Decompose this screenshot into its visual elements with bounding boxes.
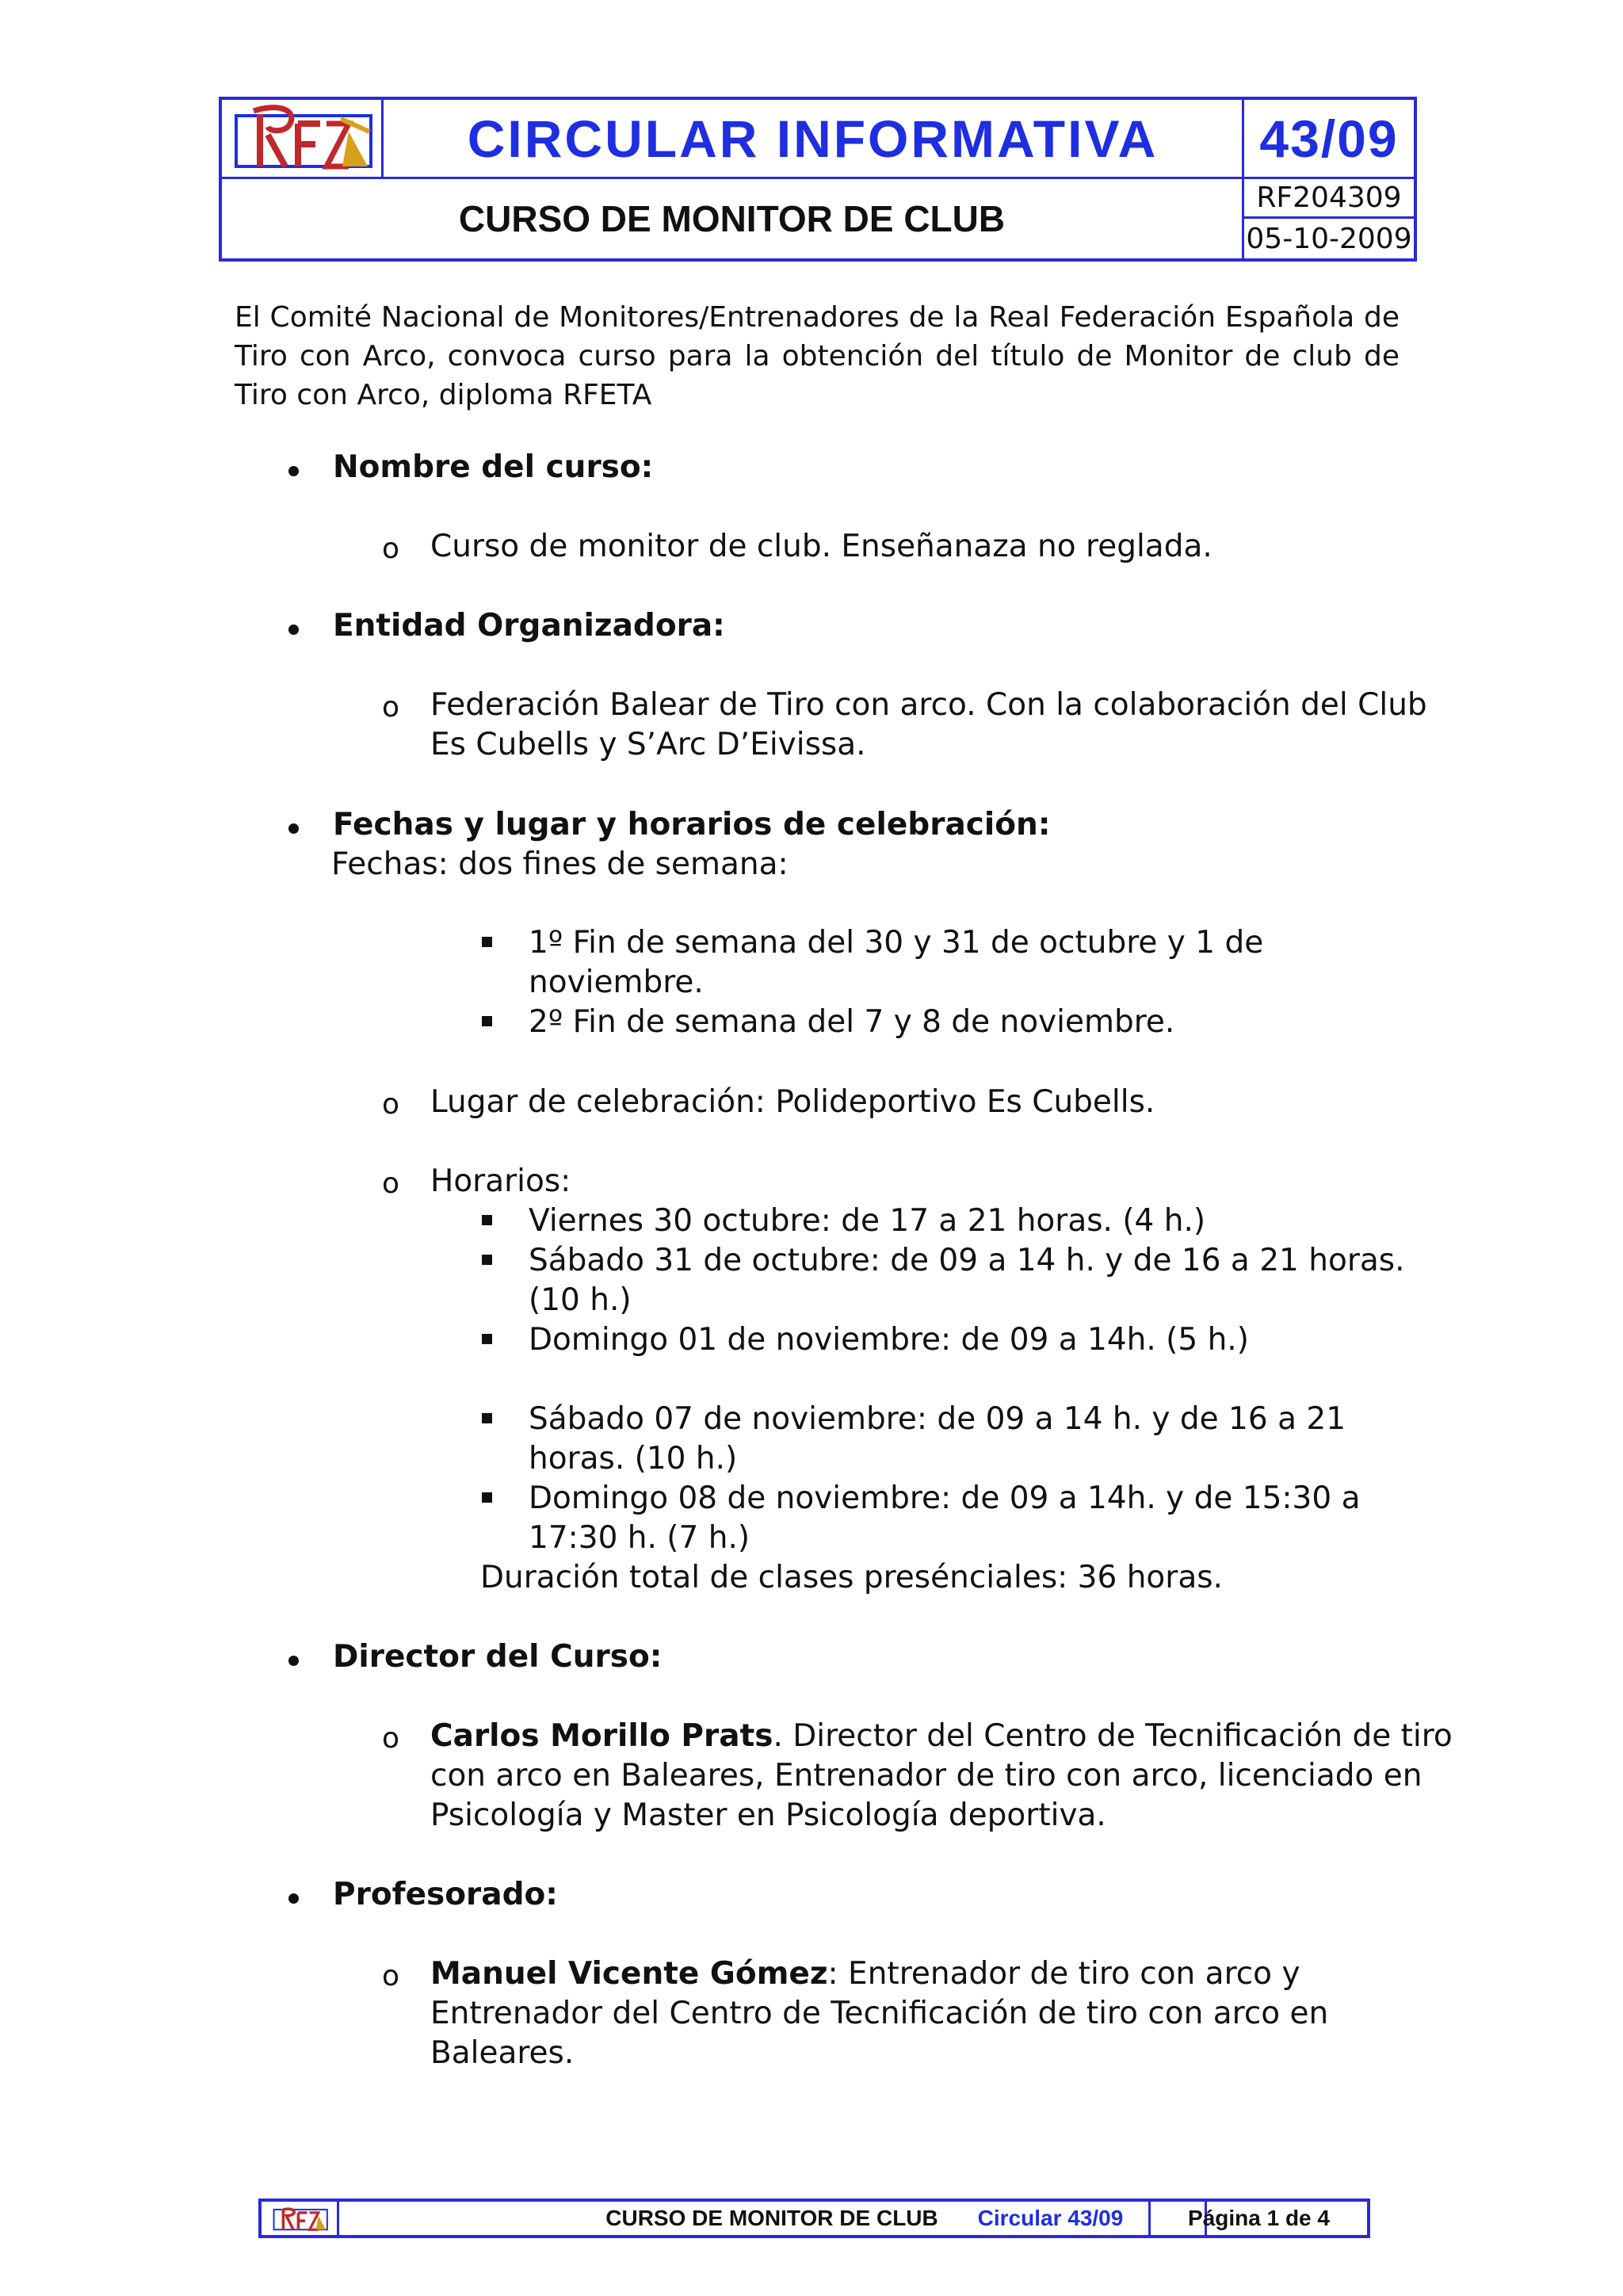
document-date: 05-10-2009	[1246, 222, 1412, 255]
duracion-total: Duración total de clases presénciales: 36 horas.	[480, 1560, 1223, 1595]
horario-5-line2: 17:30 h. (7 h.)	[529, 1520, 750, 1556]
footer-logo-cell	[262, 2202, 339, 2235]
footer-page-cell	[1151, 2202, 1367, 2235]
square-bullet-icon	[482, 1334, 492, 1344]
circle-bullet-icon: o	[382, 533, 400, 565]
horario-4-line1: Sábado 07 de noviembre: de 09 a 14 h. y de 16 a 21	[529, 1401, 1346, 1437]
horario-4-line2: horas. (10 h.)	[529, 1441, 738, 1477]
circle-bullet-icon: o	[382, 1167, 400, 1200]
horario-3: Domingo 01 de noviembre: de 09 a 14h. (5 h.)	[529, 1322, 1249, 1358]
bullet-dot	[288, 625, 299, 635]
section-heading-fechas: Fechas y lugar y horarios de celebración:	[333, 807, 1051, 842]
page-title: CIRCULAR INFORMATIVA	[467, 109, 1159, 168]
course-subtitle: CURSO DE MONITOR DE CLUB	[458, 198, 1006, 239]
rfeta-logo-small	[264, 2203, 335, 2233]
fechas-sub: Fechas: dos fines de semana:	[331, 846, 789, 882]
bullet-dot	[288, 1656, 299, 1666]
circle-bullet-icon: o	[382, 1722, 400, 1755]
director-line2: con arco en Baleares, Entrenador de tiro con arco, licenciado en	[430, 1758, 1423, 1794]
horario-2-line1: Sábado 31 de octubre: de 09 a 14 h. y de 16 a 21 horas.	[529, 1243, 1405, 1278]
horario-5-line1: Domingo 08 de noviembre: de 09 a 14h. y de 15:30 a	[529, 1480, 1361, 1516]
entidad-item-line1: Federación Balear de Tiro con arco. Con la colaboración del Club	[430, 687, 1427, 723]
fecha-1-line2: noviembre.	[529, 965, 704, 1000]
profesor-line2: Entrenador del Centro de Tecnificación de tiro con arco en	[430, 1996, 1329, 2031]
director-name: Carlos Morillo Prats	[430, 1718, 773, 1754]
square-bullet-icon	[482, 1215, 492, 1225]
profesor-name: Manuel Vicente Gómez	[430, 1956, 828, 1992]
circle-bullet-icon: o	[382, 1088, 400, 1121]
square-bullet-icon	[482, 1016, 492, 1026]
page-number: Página 1 de 4	[1188, 2206, 1330, 2230]
fecha-2: 2º Fin de semana del 7 y 8 de noviembre.	[529, 1004, 1175, 1040]
section-heading-nombre: Nombre del curso:	[333, 449, 654, 485]
rfeta-logo	[222, 100, 380, 176]
fecha-1-line1: 1º Fin de semana del 30 y 31 de octubre y 1 de	[529, 925, 1264, 961]
bullet-dot	[288, 1893, 299, 1904]
entidad-item-line2: Es Cubells y S’Arc D’Eivissa.	[430, 727, 866, 762]
header-subtitle-cell	[222, 179, 1244, 258]
circle-bullet-icon: o	[382, 691, 400, 724]
header-number-cell	[1244, 100, 1414, 179]
section-heading-director: Director del Curso:	[333, 1639, 663, 1675]
horarios-label: Horarios:	[430, 1163, 571, 1199]
footer-circular-cell	[953, 2202, 1151, 2235]
lugar-item: Lugar de celebración: Polideportivo Es Cubells.	[430, 1084, 1155, 1120]
bullet-dot	[288, 466, 299, 476]
header-table	[219, 97, 1417, 262]
square-bullet-icon	[482, 937, 492, 947]
nombre-item: Curso de monitor de club. Enseñanaza no reglada.	[430, 529, 1212, 564]
header-date-cell	[1244, 219, 1414, 258]
director-line1	[430, 1718, 1453, 1754]
horario-2-line2: (10 h.)	[529, 1282, 632, 1318]
circle-bullet-icon: o	[382, 1960, 400, 1992]
square-bullet-icon	[482, 1413, 492, 1423]
profesor-line1	[430, 1956, 1300, 1992]
square-bullet-icon	[482, 1492, 492, 1503]
intro-paragraph: El Comité Nacional de Monitores/Entrenadores de la Real Federación Española de Tiro con Arco, convoca curso para la obtención del título de Monitor de club de Tiro con Arco, diploma RFETA	[235, 301, 1400, 411]
footer-table	[258, 2199, 1370, 2238]
header-logo-cell	[222, 100, 384, 179]
footer-title: CURSO DE MONITOR DE CLUB	[605, 2206, 938, 2230]
section-heading-profesorado: Profesorado:	[333, 1877, 558, 1912]
header-title-cell	[384, 100, 1244, 179]
bullet-dot	[288, 823, 299, 834]
footer-circular: Circular 43/09	[977, 2206, 1124, 2230]
profesor-desc-1: : Entrenador de tiro con arco y	[827, 1956, 1300, 1992]
header-code-cell	[1244, 179, 1414, 219]
section-heading-entidad: Entidad Organizadora:	[333, 608, 725, 644]
profesor-line3: Baleares.	[430, 2035, 575, 2071]
circular-number: 43/09	[1259, 109, 1399, 168]
director-line3: Psicología y Master en Psicología deportiva.	[430, 1797, 1106, 1833]
director-desc-1: . Director del Centro de Tecnificación de tiro	[773, 1718, 1453, 1754]
document-code: RF204309	[1256, 181, 1402, 214]
square-bullet-icon	[482, 1255, 492, 1265]
horario-1: Viernes 30 octubre: de 17 a 21 horas. (4 h.)	[529, 1203, 1206, 1239]
